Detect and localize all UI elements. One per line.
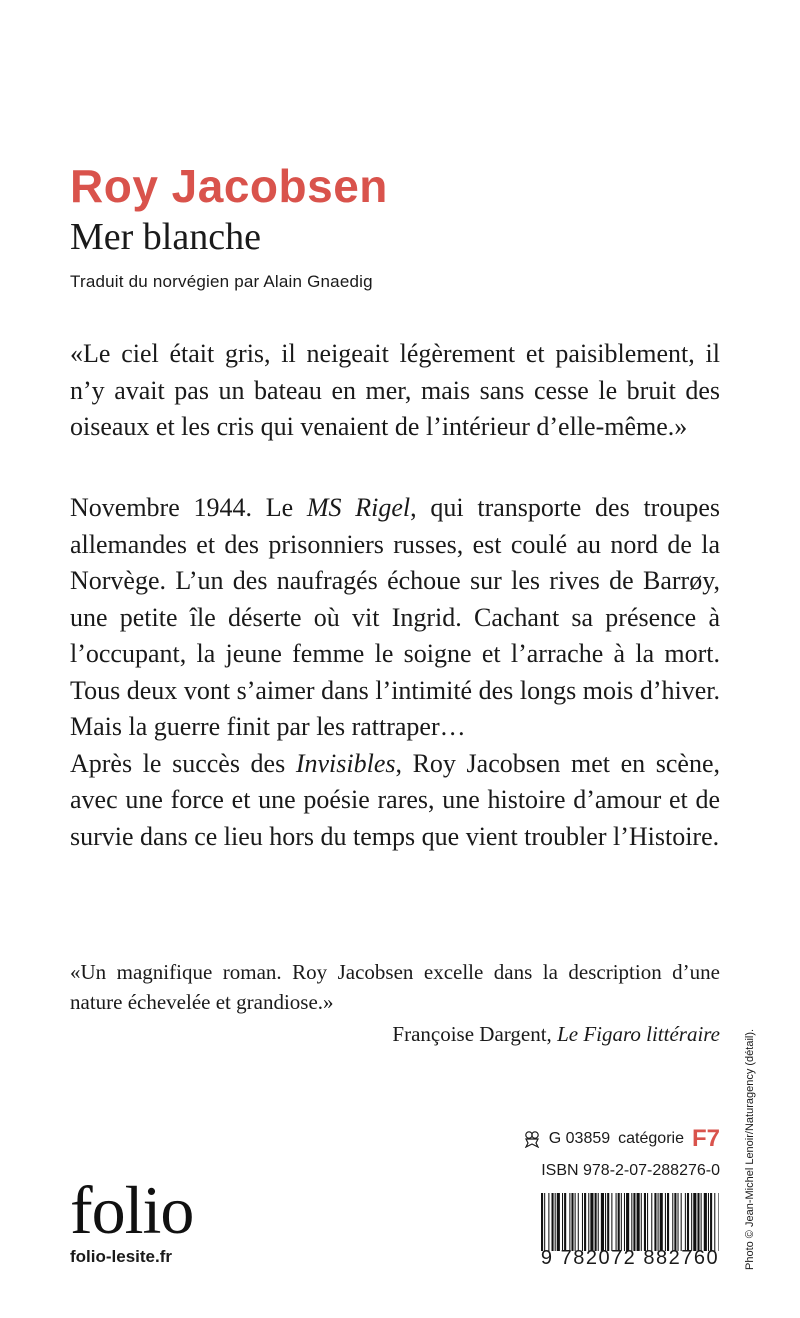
previous-book-title: Invisibles xyxy=(295,748,396,778)
ship-name: MS Rigel xyxy=(306,493,411,522)
catalog-code-line xyxy=(523,1125,720,1152)
summary-text: , qui transporte des troupes allemandes et des prisonniers russes, est coulé au nord de la Norvège. L’un des naufragés échoue sur les rives de Barrøy, une petite île déserte où vit Ingrid. Cachant sa présence à l’occupant, la jeune femme le soigne et l’arrache à la mort. Tous deux vont s’aimer dans l’intimité des longs mois d’hiver. Mais la guerre finit par les rattraper… xyxy=(70,493,720,741)
publication-name: Le Figaro littéraire xyxy=(557,1022,720,1046)
gallimard-seal-icon xyxy=(523,1130,541,1148)
critic-name: Françoise Dargent, xyxy=(392,1022,558,1046)
category-label: catégorie xyxy=(618,1130,684,1147)
epigraph-quote: «Le ciel était gris, il neigeait légèrement et paisiblement, il n’y avait pas un bateau en mer, mais sans cesse le bruit des oiseaux et les cris qui venaient de l’intérieur d’elle-même.» xyxy=(70,339,720,441)
barcode-digits: 9 782072 882760 xyxy=(540,1247,720,1269)
catalog-code: G 03859 xyxy=(548,1130,611,1147)
translator-credit: Traduit du norvégien par Alain Gnaedig xyxy=(70,272,373,291)
author-name: Roy Jacobsen xyxy=(70,160,388,212)
summary-paragraph-2 xyxy=(70,746,720,856)
barcode xyxy=(540,1193,720,1251)
summary-text: Novembre 1944. Le xyxy=(70,493,307,522)
summary-text: , Roy Jacobsen met en scène, avec une force et une poésie rares, une histoire d’amour et de survie dans ce lieu hors du temps que vient troubler l’Histoire. xyxy=(70,748,721,851)
photo-credit: Photo © Jean-Michel Lenoir/Naturagency (détail). xyxy=(744,1028,756,1270)
publisher-website: folio-lesite.fr xyxy=(70,1247,173,1266)
press-review-attribution xyxy=(392,1019,720,1049)
isbn: ISBN 978-2-07-288276-0 xyxy=(541,1162,720,1179)
category-code: F7 xyxy=(691,1125,720,1152)
press-review-quote: «Un magnifique roman. Roy Jacobsen excelle dans la description d’une nature échevelée et grandiose.» xyxy=(70,960,720,1014)
summary-text: Après le succès des xyxy=(70,748,296,778)
summary-paragraph-1 xyxy=(70,490,720,746)
book-summary xyxy=(70,490,720,855)
folio-logo: folio xyxy=(70,1172,194,1248)
book-title: Mer blanche xyxy=(70,216,261,258)
